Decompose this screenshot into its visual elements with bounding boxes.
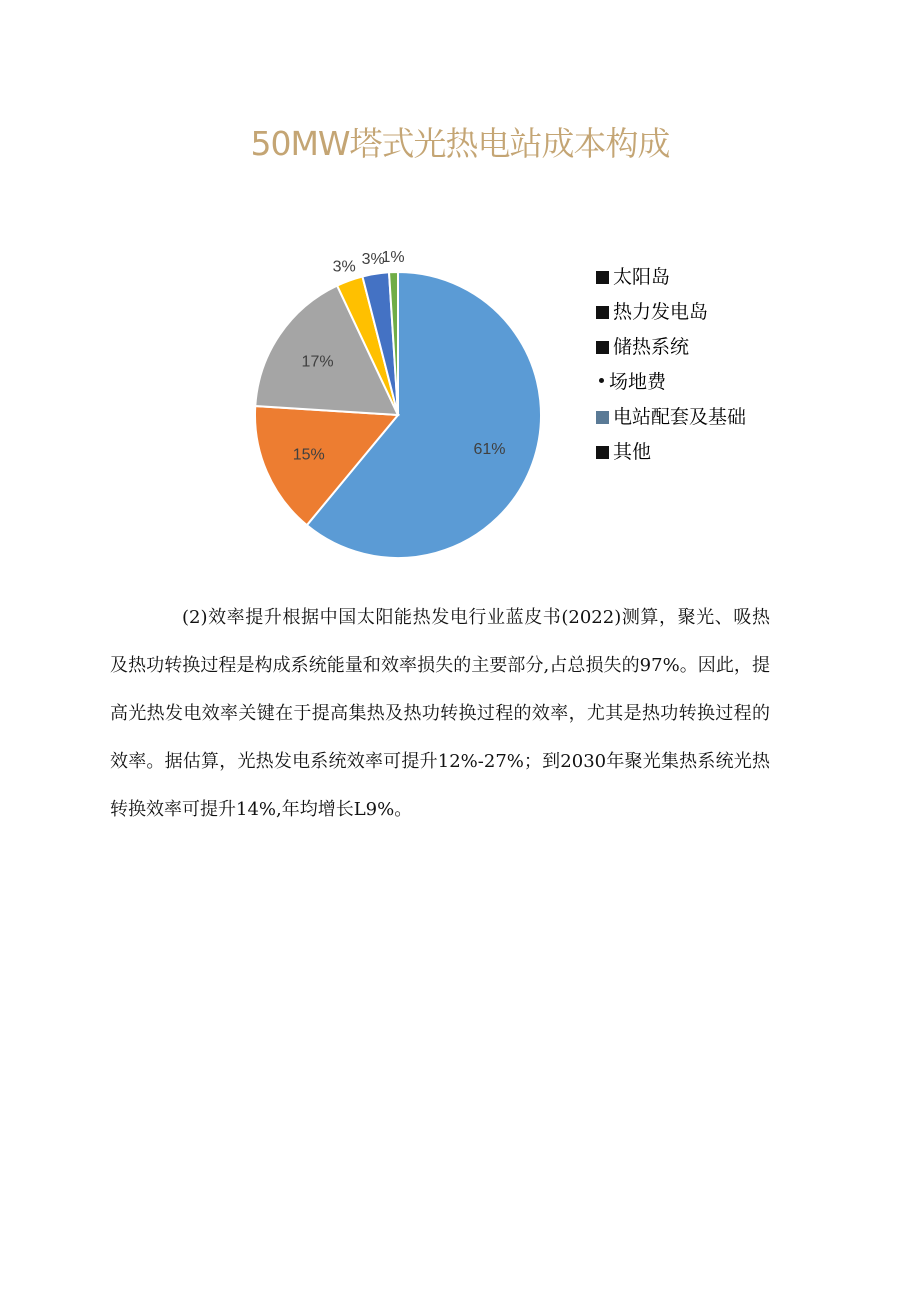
legend-item-0	[596, 262, 746, 297]
legend-label-0: 太阳岛	[613, 266, 671, 288]
legend-label-1: 热力发电岛	[613, 301, 709, 323]
legend-swatch-5	[596, 446, 609, 459]
legend-item-3	[596, 367, 746, 402]
legend-swatch-0	[596, 271, 609, 284]
legend-item-5	[596, 437, 746, 472]
legend-label-5: 其他	[613, 441, 652, 463]
legend-item-1	[596, 297, 746, 332]
legend-swatch-4	[596, 411, 609, 424]
chart-title: 50MW塔式光热电站成本构成	[250, 124, 670, 163]
legend-item-2	[596, 332, 746, 367]
pie-label-4: 3%	[361, 250, 385, 268]
pie-label-1: 15%	[292, 446, 325, 464]
pie-label-5: 1%	[381, 249, 405, 267]
legend-swatch-2	[596, 341, 609, 354]
chart-legend	[596, 262, 746, 472]
pie-label-2: 17%	[301, 353, 334, 371]
legend-swatch-1	[596, 306, 609, 319]
pie-label-3: 3%	[332, 258, 356, 276]
legend-label-4: 电站配套及基础	[613, 406, 747, 428]
legend-label-3: 场地费	[609, 371, 667, 393]
legend-swatch-3	[599, 378, 604, 383]
pie-label-0: 61%	[473, 440, 506, 458]
body-paragraph: (2)效率提升根据中国太阳能热发电行业蓝皮书(2022)测算，聚光、吸热及热功转换过程是构成系统能量和效率损失的主要部分,占总损失的97%。因此，提高光热发电效率关键在于提高集热及热功转换过程的效率，尤其是热功转换过程的效率。据估算，光热发电系统效率可提升12%-27%；到2030年聚光集热系统光热转换效率可提升14%,年均增长L9%。	[110, 607, 770, 820]
legend-item-4	[596, 402, 746, 437]
pie-chart	[240, 240, 570, 570]
legend-label-2: 储热系统	[613, 336, 690, 358]
